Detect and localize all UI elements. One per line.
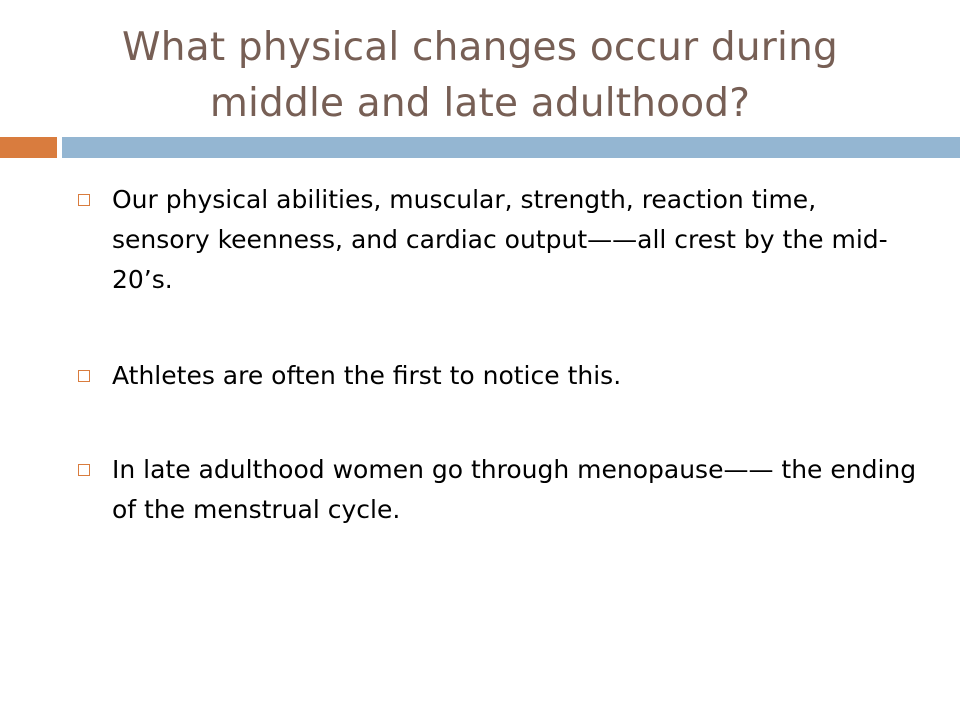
bullet-text: Our physical abilities, muscular, strength, reaction time, sensory keenness, and cardiac output——all crest by the mid-20’s. (112, 185, 888, 294)
slide-title: What physical changes occur during middle and late adulthood? (122, 25, 838, 126)
hollow-square-icon (78, 370, 90, 382)
hollow-square-icon (78, 464, 90, 476)
bullet-list (78, 180, 918, 530)
bullet-item (78, 450, 918, 530)
bullet-text: Athletes are often the first to notice this. (112, 361, 622, 390)
bullet-item (78, 180, 918, 300)
title-rule-blue (62, 137, 960, 158)
title-rule-orange (0, 137, 57, 158)
bullet-text: In late adulthood women go through menopause—— the ending of the menstrual cycle. (112, 455, 917, 524)
bullet-item (78, 356, 918, 396)
hollow-square-icon (78, 194, 90, 206)
